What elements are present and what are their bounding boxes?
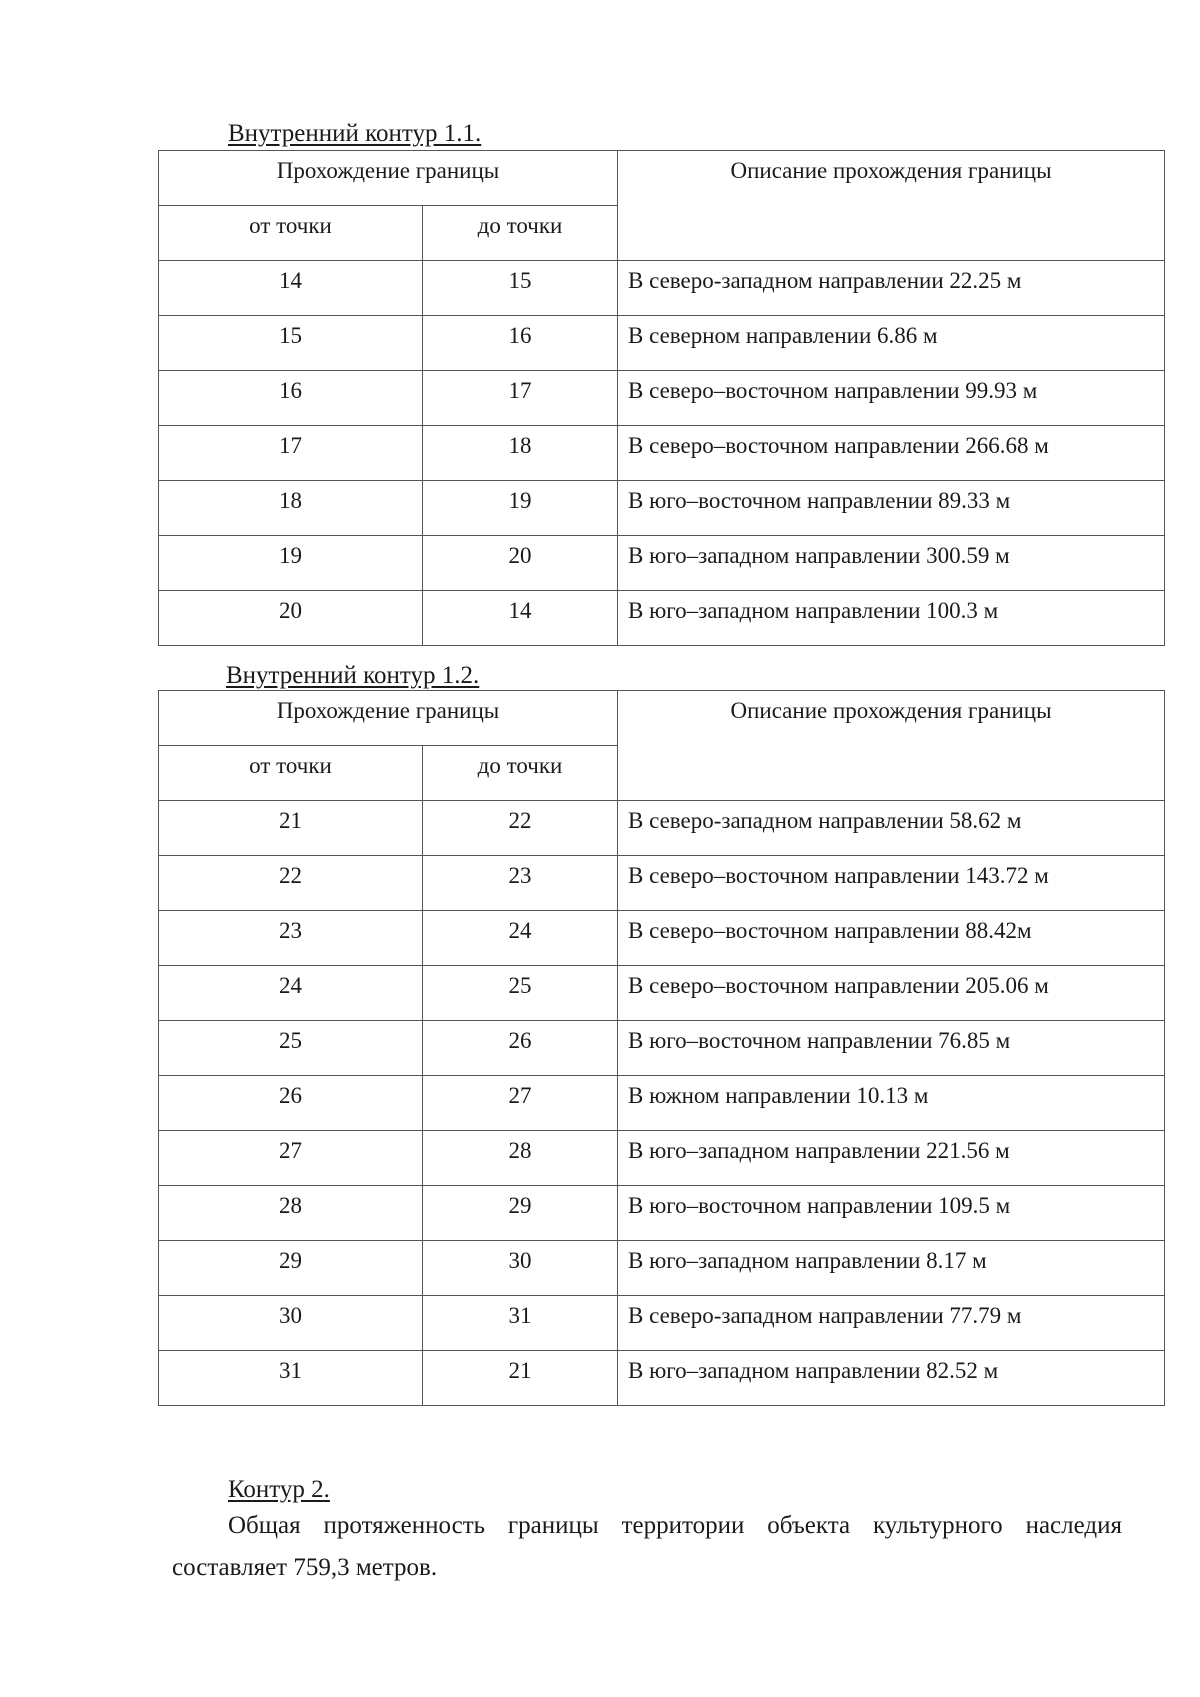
boundary-description: В юго–восточном направлении 76.85 м [618,1021,1165,1076]
boundary-description: В юго–восточном направлении 89.33 м [618,481,1165,536]
point-to: 25 [423,966,618,1021]
boundary-description: В южном направлении 10.13 м [618,1076,1165,1131]
point-from: 24 [159,966,423,1021]
table1-rows [159,261,1165,646]
point-to: 14 [423,591,618,646]
table-header-row [159,691,1165,746]
point-from: 22 [159,856,423,911]
point-to: 16 [423,316,618,371]
table-row [159,966,1165,1021]
table-row [159,911,1165,966]
point-from: 31 [159,1351,423,1406]
header-to: до точки [423,746,618,801]
point-from: 30 [159,1296,423,1351]
contour2-title: Контур 2. [228,1476,330,1503]
table-row [159,1241,1165,1296]
table2-title: Внутренний контур 1.2. [226,662,480,689]
point-from: 26 [159,1076,423,1131]
boundary-table-2 [158,690,1165,1406]
table-row [159,1076,1165,1131]
boundary-description: В северо–восточном направлении 205.06 м [618,966,1165,1021]
point-from: 21 [159,801,423,856]
point-from: 19 [159,536,423,591]
header-from: от точки [159,206,423,261]
table-row [159,1351,1165,1406]
header-boundary: Прохождение границы [159,151,618,206]
boundary-table-1 [158,150,1165,646]
boundary-description: В юго–восточном направлении 109.5 м [618,1186,1165,1241]
point-from: 28 [159,1186,423,1241]
table-header-row [159,151,1165,206]
table1-title: Внутренний контур 1.1. [228,120,482,147]
contour2-paragraph: Общая протяженность границы территории объекта культурного наследия составляет 759,3 метров. [172,1512,1122,1581]
point-to: 17 [423,371,618,426]
point-from: 29 [159,1241,423,1296]
point-to: 21 [423,1351,618,1406]
table-row [159,426,1165,481]
point-to: 28 [423,1131,618,1186]
point-to: 18 [423,426,618,481]
table-row [159,801,1165,856]
table-row [159,1296,1165,1351]
point-from: 14 [159,261,423,316]
header-description: Описание прохождения границы [618,691,1165,801]
table-row [159,1021,1165,1076]
point-from: 15 [159,316,423,371]
point-from: 18 [159,481,423,536]
boundary-description: В юго–западном направлении 100.3 м [618,591,1165,646]
point-to: 15 [423,261,618,316]
table-row [159,856,1165,911]
boundary-description: В юго–западном направлении 300.59 м [618,536,1165,591]
table-row [159,536,1165,591]
boundary-description: В юго–западном направлении 221.56 м [618,1131,1165,1186]
point-to: 22 [423,801,618,856]
boundary-description: В северном направлении 6.86 м [618,316,1165,371]
table-row [159,1186,1165,1241]
boundary-description: В северо–восточном направлении 88.42м [618,911,1165,966]
point-to: 30 [423,1241,618,1296]
point-to: 27 [423,1076,618,1131]
boundary-description: В северо-западном направлении 77.79 м [618,1296,1165,1351]
table-row [159,591,1165,646]
point-from: 25 [159,1021,423,1076]
table2-rows [159,801,1165,1406]
point-to: 29 [423,1186,618,1241]
boundary-description: В северо–восточном направлении 266.68 м [618,426,1165,481]
boundary-description: В юго–западном направлении 82.52 м [618,1351,1165,1406]
header-to: до точки [423,206,618,261]
point-from: 16 [159,371,423,426]
point-to: 24 [423,911,618,966]
table-row [159,316,1165,371]
table-row [159,1131,1165,1186]
boundary-description: В северо-западном направлении 58.62 м [618,801,1165,856]
boundary-description: В северо–восточном направлении 143.72 м [618,856,1165,911]
table-row [159,481,1165,536]
header-boundary: Прохождение границы [159,691,618,746]
header-from: от точки [159,746,423,801]
boundary-description: В северо–восточном направлении 99.93 м [618,371,1165,426]
point-from: 20 [159,591,423,646]
table-row [159,261,1165,316]
point-to: 23 [423,856,618,911]
point-to: 20 [423,536,618,591]
boundary-description: В северо-западном направлении 22.25 м [618,261,1165,316]
header-description: Описание прохождения границы [618,151,1165,261]
point-from: 23 [159,911,423,966]
point-from: 27 [159,1131,423,1186]
point-to: 26 [423,1021,618,1076]
table-row [159,371,1165,426]
point-to: 19 [423,481,618,536]
point-to: 31 [423,1296,618,1351]
boundary-description: В юго–западном направлении 8.17 м [618,1241,1165,1296]
point-from: 17 [159,426,423,481]
